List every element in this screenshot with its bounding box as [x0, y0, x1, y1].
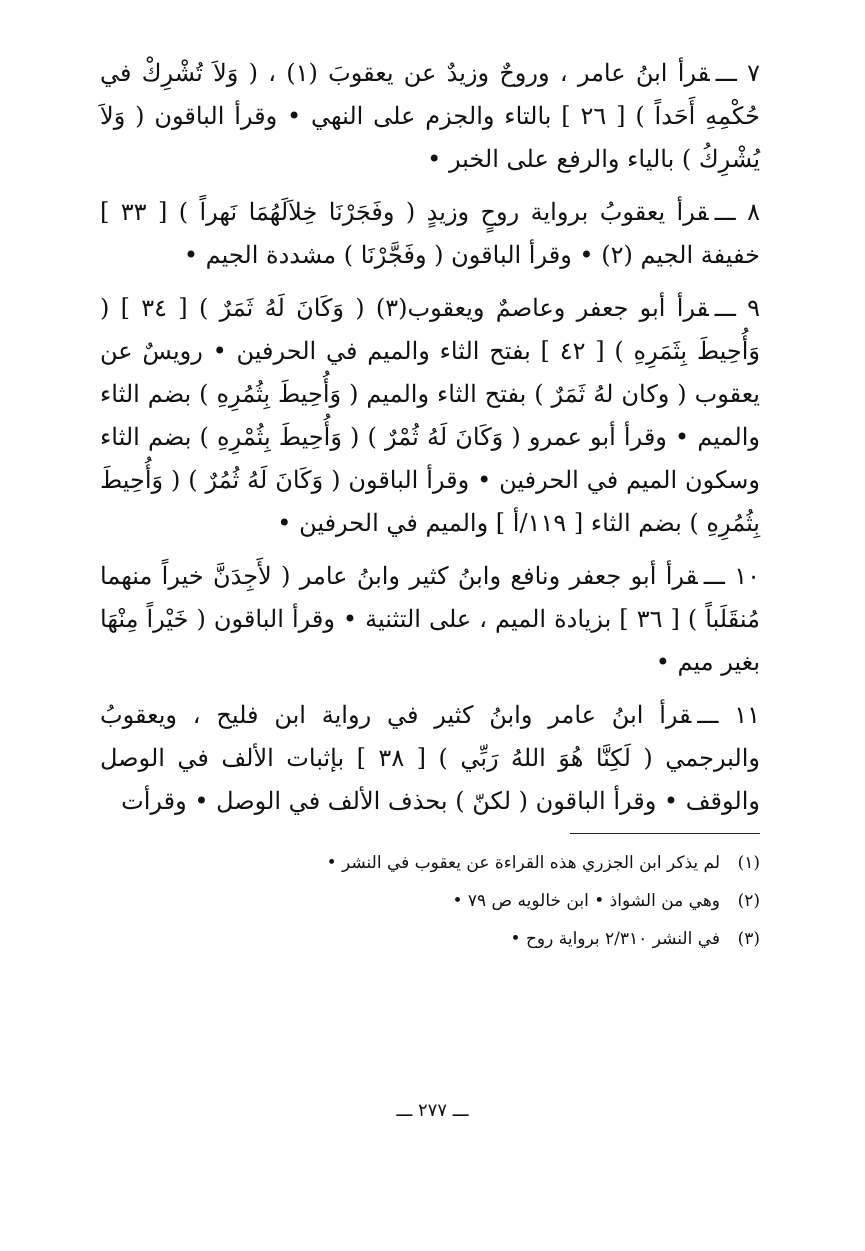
paragraph-7 [100, 52, 760, 181]
paragraph-11 [100, 694, 760, 823]
footnote-number: (١) [737, 853, 760, 873]
paragraph-number: ١١ ـــ [697, 701, 760, 729]
paragraph-text: قرأ أبو جعفر وعاصمٌ ويعقوب(٣) ( وَكَانَ لَهُ ثَمَرٌ ) [ ٣٤ ] ( وَأُحِيطَ بِثَمَرِهِ ) [ ٤٢ ] بفتح الثاء والميم في الحرفين • رويسٌ عن يعقوب ( وكان لهُ ثَمَرٌ ) بفتح الثاء والميم ( وَأُحِيطَ بِثُمُرِهِ ) بضم الثاء والميم • وقرأ أبو عمرو ( وَكَانَ لَهُ ثُمْرٌ ) ( وَأُحِيطَ بِثُمْرِهِ ) بضم الثاء وسكون الميم في الحرفين • وقرأ الباقون ( وَكَانَ لَهُ ثُمُرٌ ) ( وَأُحِيطَ بِثُمُرِهِ ) بضم الثاء [ ١١٩/أ ] والميم في الحرفين • [100, 294, 760, 537]
footnote-3 [100, 920, 760, 958]
page-number: ـــ ٢٧٧ ـــ [396, 1100, 469, 1121]
footnote-number: (٢) [737, 891, 760, 911]
footnote-text: في النشر ٢/٣١٠ برواية روح • [510, 929, 720, 949]
paragraph-text: قرأ ابنُ عامر ، وروحٌ وزيدٌ عن يعقوبَ (١) ، ( وَلاَ تُشْرِكْ في حُكْمِهِ أَحَداً ) [ ٢٦ ] بالتاء والجزم على النهي • وقرأ الباقون ( وَلاَ يُشْرِكُ ) بالياء والرفع على الخبر • [100, 59, 760, 173]
paragraph-8 [100, 191, 760, 277]
footnote-1 [100, 844, 760, 882]
footnote-2 [100, 882, 760, 920]
paragraph-text: قرأ يعقوبُ برواية روحٍ وزيدٍ ( وفَجَرْنَا خِلاَلَهُمَا نَهراً ) [ ٣٣ ] خفيفة الجيم (٢) • وقرأ الباقون ( وفَجَّرْنَا ) مشددة الجيم • [100, 198, 760, 269]
paragraph-number: ٩ ـــ [714, 294, 760, 322]
paragraph-text: قرأ أبو جعفر ونافع وابنُ كثير وابنُ عامر ( لأَجِدَنَّ خيراً منهما مُنقَلَباً ) [ ٣٦ ] بزيادة الميم ، على التثنية • وقرأ الباقون ( خَيْراً مِنْهَا بغير ميم • [100, 562, 760, 676]
paragraph-number: ٨ ـــ [714, 198, 761, 226]
footnote-number: (٣) [737, 929, 760, 949]
footnote-divider [570, 833, 760, 834]
footnote-text: وهي من الشواذ • ابن خالويه ص ٧٩ • [452, 891, 720, 911]
paragraph-9 [100, 287, 760, 545]
paragraph-number: ١٠ ـــ [703, 562, 760, 590]
paragraph-text: قرأ ابنُ عامر وابنُ كثير في رواية ابن فليح ، ويعقوبُ والبرجمي ( لَكِنَّا هُوَ اللهُ رَبِّي ) [ ٣٨ ] بإثبات الألف في الوصل والوقف • وقرأ الباقون ( لكنّ ) بحذف الألف في الوصل • وقرأت [100, 701, 760, 815]
paragraph-number: ٧ ـــ [715, 59, 760, 87]
main-text [100, 52, 760, 823]
footnotes [100, 844, 760, 958]
paragraph-10 [100, 555, 760, 684]
footnote-text: لم يذكر ابن الجزري هذه القراءة عن يعقوب في النشر • [326, 853, 720, 873]
page-body [100, 52, 760, 958]
